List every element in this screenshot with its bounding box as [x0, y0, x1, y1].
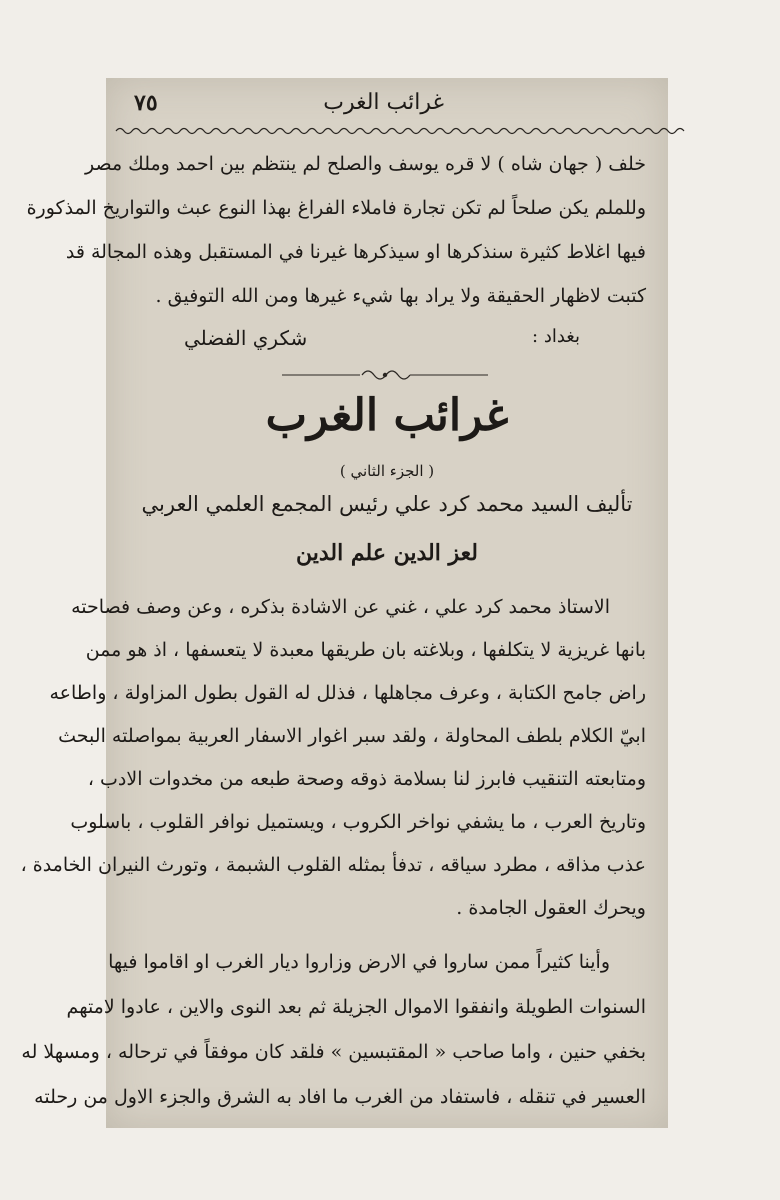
- article-part: ( الجزء الثاني ): [339, 462, 435, 480]
- ornament-divider: [282, 364, 488, 386]
- text-line: عذب مذاقه ، مطرد سياقه ، تدفأ بمثله القلوب الشبمة ، وتورث النيران الخامدة ،: [20, 854, 646, 876]
- article-byline: تأليف السيد محمد كرد علي رئيس المجمع العلمي العربي: [141, 492, 633, 516]
- article-title: غرائب الغرب: [265, 390, 509, 441]
- previous-article-text: [26, 142, 646, 318]
- article-paragraph-1: [20, 586, 646, 930]
- text-line: ويحرك العقول الجامدة .: [456, 897, 646, 919]
- text-line: وتاريخ العرب ، ما يشفي نواخر الكروب ، ويستميل نوافر القلوب ، باسلوب: [70, 811, 646, 833]
- page-number: ٧٥: [134, 90, 158, 116]
- text-line: الاستاذ محمد كرد علي ، غني عن الاشادة بذكره ، وعن وصف فصاحته: [71, 596, 610, 618]
- page-header: [134, 88, 644, 122]
- text-line: العسير في تنقله ، فاستفاد من الغرب ما افاد به الشرق والجزء الاول من رحلته: [34, 1086, 646, 1108]
- text-line: كتبت لاظهار الحقيقة ولا يراد بها شيء غيرها ومن الله التوفيق .: [155, 285, 646, 307]
- text-line: بانها غريزية لا يتكلفها ، وبلاغته بان طريقها معبدة لا يتعسفها ، اذ هو ممن: [85, 639, 646, 661]
- text-line: السنوات الطويلة وانفقوا الاموال الجزيلة ثم بعد النوى والاين ، عادوا لامتهم: [66, 996, 646, 1018]
- signature-place: بغداد :: [532, 326, 580, 347]
- text-line: بخفي حنين ، واما صاحب « المقتبسين » فلقد كان موفقاً في ترحاله ، ومسهلا له: [21, 1041, 646, 1063]
- book-page: [20, 78, 668, 1128]
- text-line: راض جامح الكتابة ، وعرف مجاهلها ، فذلل له القول بطول المزاولة ، واطاعه: [49, 682, 646, 704]
- running-title: غرائب الغرب: [323, 90, 444, 115]
- article-reviewer: لعز الدين علم الدين: [296, 540, 478, 566]
- text-line: ومتابعته التنقيب فابرز لنا بسلامة ذوقه وصحة طبعه من مخدوات الادب ،: [87, 768, 646, 790]
- text-line: ابيّ الكلام بلطف المحاولة ، ولقد سبر اغوار الاسفار العربية بمواصلته البحث: [58, 725, 646, 747]
- text-line: وأينا كثيراً ممن ساروا في الارض وزاروا ديار الغرب او اقاموا فيها: [108, 951, 610, 973]
- text-line: فيها اغلاط كثيرة سنذكرها او سيذكرها غيرنا في المستقبل وهذه المجالة قد: [65, 241, 646, 263]
- wavy-rule-divider: [116, 126, 658, 136]
- signature-author: شكري الفضلي: [184, 326, 308, 350]
- text-line: خلف ( جهان شاه ) لا قره يوسف والصلح لم ينتظم بين احمد وملك مصر: [85, 153, 646, 175]
- text-line: وللملم يكن صلحاً لم تكن تجارة فاملاء الفراغ بهذا النوع عبث والتواريخ المذكورة: [26, 197, 646, 219]
- article-paragraph-2: [21, 940, 646, 1120]
